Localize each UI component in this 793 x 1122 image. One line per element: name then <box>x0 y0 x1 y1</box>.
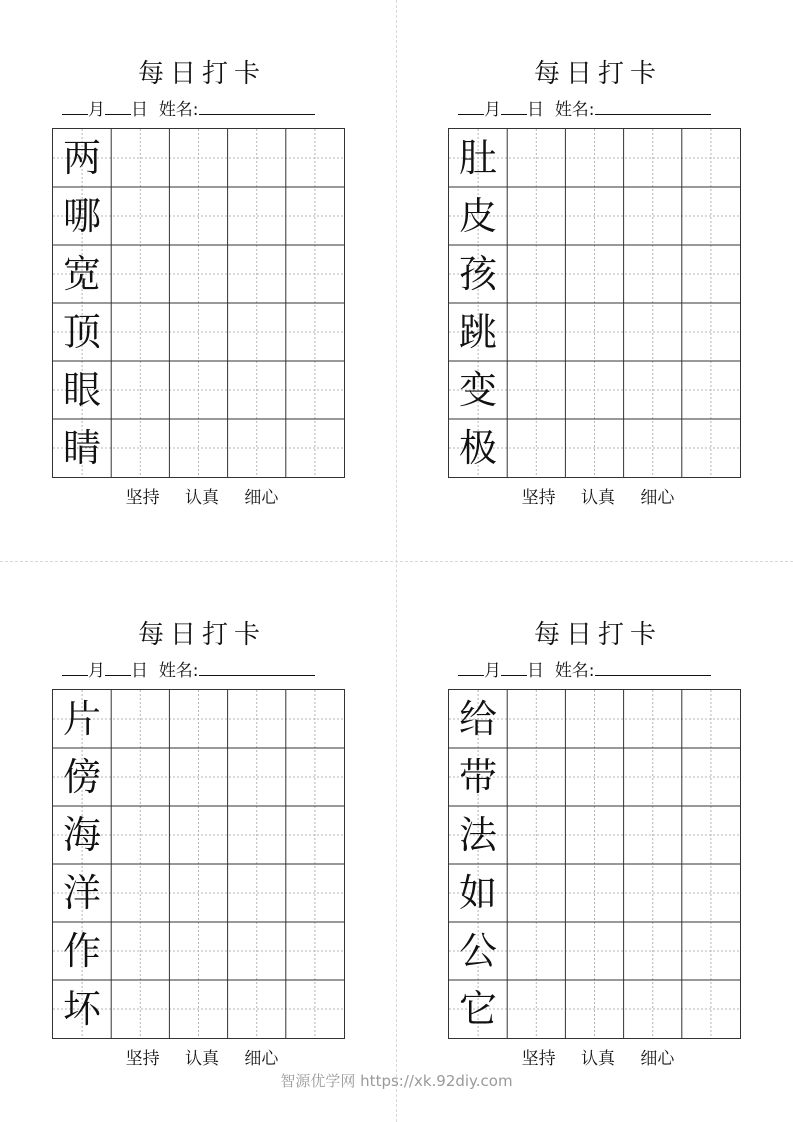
card-title: 每日打卡 <box>137 620 266 650</box>
month-blank[interactable] <box>62 96 88 115</box>
practice-character: 孩 <box>458 252 497 296</box>
practice-character: 洋 <box>62 871 101 915</box>
month-label: 月 <box>88 661 105 681</box>
month-label: 月 <box>88 100 105 120</box>
character-column <box>53 129 111 477</box>
day-label: 日 <box>131 661 148 681</box>
card-title: 每日打卡 <box>137 59 266 89</box>
practice-character: 海 <box>62 813 101 857</box>
day-label: 日 <box>527 100 544 120</box>
day-blank[interactable] <box>105 657 131 676</box>
writing-grid <box>448 128 741 478</box>
practice-character: 如 <box>458 871 497 915</box>
writing-grid <box>52 128 345 478</box>
practice-character: 片 <box>62 697 101 741</box>
practice-character: 公 <box>458 929 497 973</box>
practice-character: 给 <box>458 697 497 741</box>
writing-grid <box>52 689 345 1039</box>
checkin-card-1 <box>52 0 352 508</box>
card-title: 每日打卡 <box>533 59 662 89</box>
writing-grid <box>448 689 741 1039</box>
month-blank[interactable] <box>458 657 484 676</box>
checkin-card-3 <box>52 561 352 1069</box>
character-column <box>449 129 507 477</box>
name-blank[interactable] <box>199 96 315 115</box>
checkin-card-2 <box>448 0 748 508</box>
practice-character: 宽 <box>62 252 101 296</box>
practice-character: 跳 <box>458 310 497 354</box>
name-label: 姓名: <box>158 661 199 681</box>
practice-character: 法 <box>458 813 497 857</box>
date-name-line <box>458 657 748 681</box>
month-label: 月 <box>484 100 501 120</box>
day-blank[interactable] <box>501 96 527 115</box>
name-blank[interactable] <box>199 657 315 676</box>
motto: 坚持 认真 细心 <box>521 488 675 508</box>
practice-character: 睛 <box>62 426 101 470</box>
name-blank[interactable] <box>595 96 711 115</box>
month-blank[interactable] <box>62 657 88 676</box>
motto: 坚持 认真 细心 <box>125 1049 279 1069</box>
name-label: 姓名: <box>158 100 199 120</box>
day-label: 日 <box>131 100 148 120</box>
practice-character: 作 <box>62 929 101 973</box>
motto: 坚持 认真 细心 <box>521 1049 675 1069</box>
practice-character: 哪 <box>62 194 101 238</box>
character-column <box>449 690 507 1038</box>
date-name-line <box>62 96 352 120</box>
day-blank[interactable] <box>501 657 527 676</box>
checkin-card-4 <box>448 561 748 1069</box>
day-blank[interactable] <box>105 96 131 115</box>
practice-character: 变 <box>458 368 497 412</box>
site-watermark: 智源优学网 https://xk.92diy.com <box>280 1072 513 1090</box>
day-label: 日 <box>527 661 544 681</box>
name-label: 姓名: <box>554 661 595 681</box>
practice-character: 顶 <box>62 310 101 354</box>
practice-character: 极 <box>458 426 497 470</box>
practice-character: 它 <box>458 987 497 1031</box>
motto: 坚持 认真 细心 <box>125 488 279 508</box>
practice-character: 两 <box>62 136 101 180</box>
card-title: 每日打卡 <box>533 620 662 650</box>
date-name-line <box>62 657 352 681</box>
practice-character: 眼 <box>62 368 101 412</box>
practice-character: 肚 <box>458 136 497 180</box>
date-name-line <box>458 96 748 120</box>
practice-character: 带 <box>458 755 497 799</box>
practice-character: 傍 <box>62 755 101 799</box>
month-blank[interactable] <box>458 96 484 115</box>
name-label: 姓名: <box>554 100 595 120</box>
name-blank[interactable] <box>595 657 711 676</box>
character-column <box>53 690 111 1038</box>
month-label: 月 <box>484 661 501 681</box>
practice-character: 坏 <box>62 987 101 1031</box>
practice-character: 皮 <box>458 194 497 238</box>
